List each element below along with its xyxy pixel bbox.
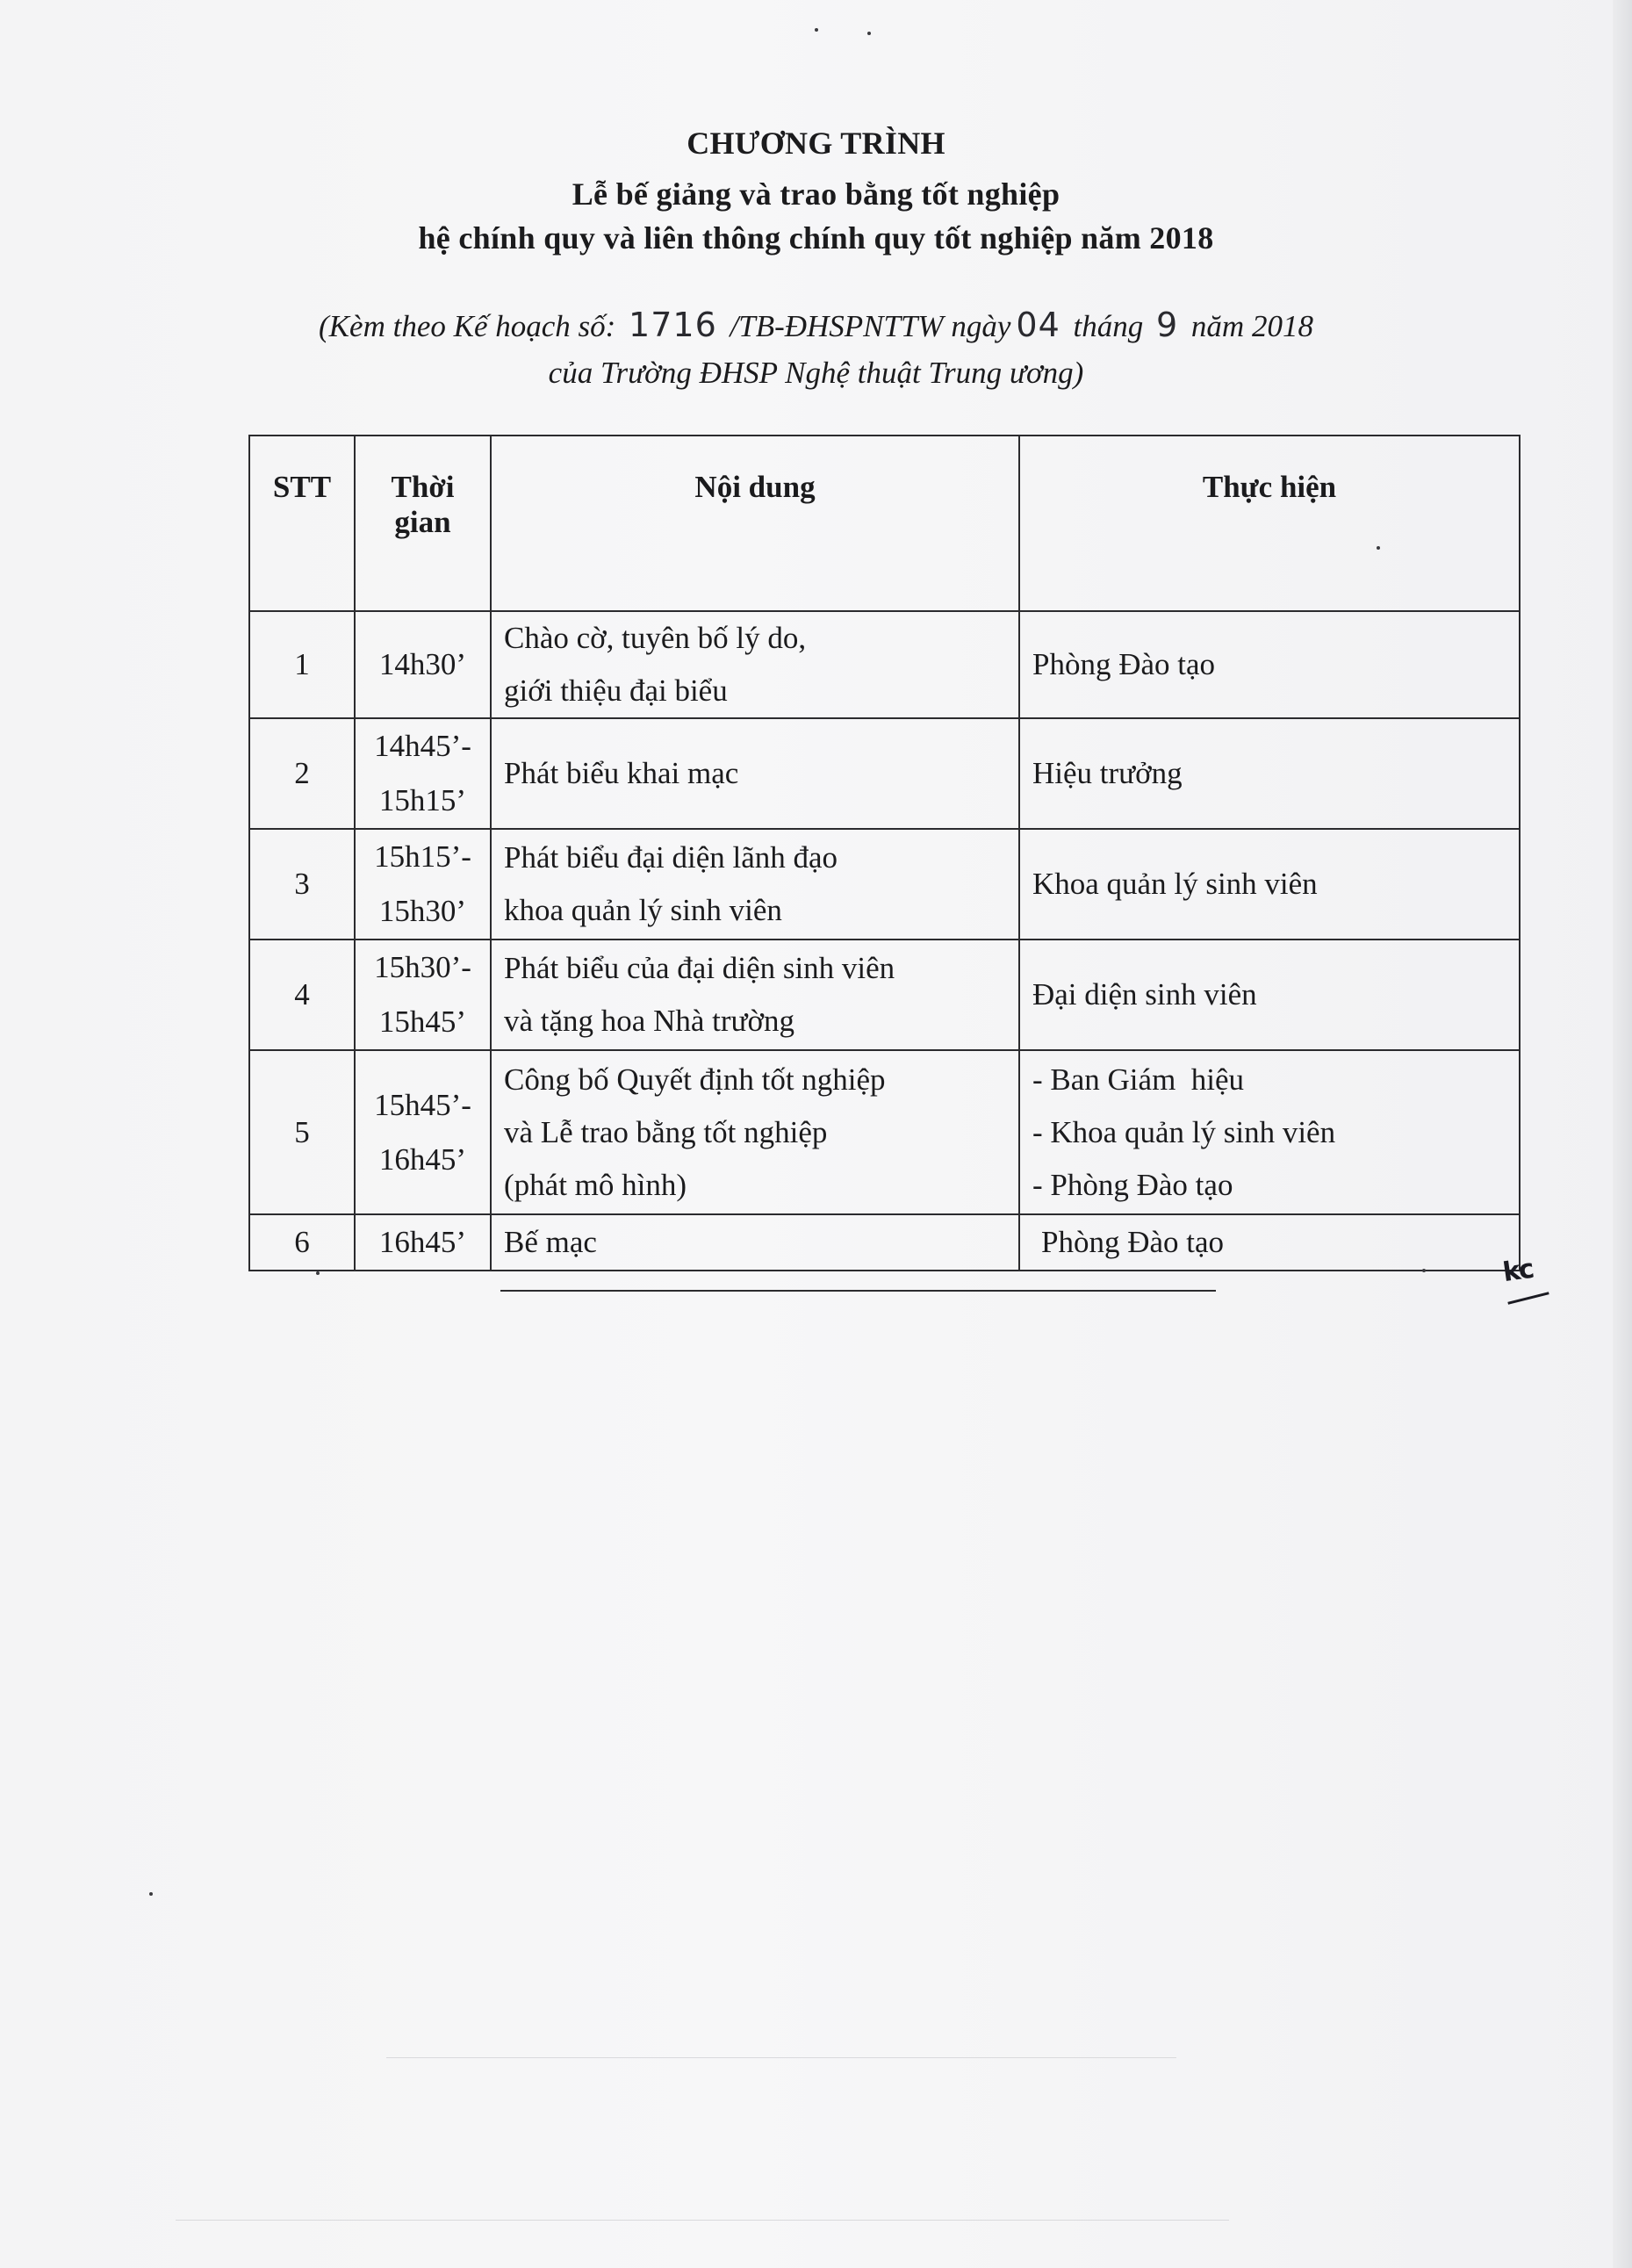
cell-stt: 1: [249, 611, 355, 718]
content-line: và tặng hoa Nhà trường: [504, 1004, 794, 1038]
time-line: 15h45’: [378, 1004, 467, 1039]
cell-performer: Phòng Đào tạo: [1019, 1214, 1520, 1271]
header-stt: STT: [249, 436, 355, 611]
paper-speck: [149, 1892, 153, 1896]
cell-content: [491, 611, 1019, 718]
time-line: 15h45’-: [374, 1087, 471, 1122]
cell-stt: 3: [249, 829, 355, 940]
time-line: 15h30’: [378, 894, 467, 928]
performer-line: - Ban Giám hiệu: [1032, 1062, 1245, 1097]
cell-content: [491, 1050, 1019, 1214]
header-content: Nội dung: [491, 436, 1019, 611]
performer-line: - Phòng Đào tạo: [1032, 1167, 1233, 1202]
cell-performer: [1019, 1050, 1520, 1214]
time-line: 15h15’: [378, 783, 467, 817]
bleed-through-line: [176, 2220, 1229, 2221]
table-header-row: [249, 436, 1520, 611]
cell-performer: Khoa quản lý sinh viên: [1019, 829, 1520, 940]
cell-performer: Đại diện sinh viên: [1019, 940, 1520, 1050]
content-line: Phát biểu của đại diện sinh viên: [504, 951, 895, 985]
table-row: [249, 829, 1520, 940]
content-line: và Lễ trao bằng tốt nghiệp: [504, 1114, 828, 1149]
content-line: (phát mô hình): [504, 1167, 687, 1202]
cell-time: [355, 611, 491, 718]
time-line: 16h45’: [378, 1141, 467, 1177]
attachment-mid: /TB-ĐHSPNTTW ngày: [730, 309, 1011, 343]
cell-content: Bế mạc: [491, 1214, 1019, 1271]
bleed-through-line: [386, 2057, 1176, 2058]
content-line: Chào cờ, tuyên bố lý do,: [504, 621, 807, 655]
time-line: 15h15’-: [374, 839, 471, 874]
content-line: Phát biểu khai mạc: [504, 756, 739, 790]
header-performer: Thực hiện: [1019, 436, 1520, 611]
cell-performer: Hiệu trưởng: [1019, 718, 1520, 829]
cell-content: [491, 829, 1019, 940]
cell-time: [355, 718, 491, 829]
cell-stt: 4: [249, 940, 355, 1050]
document-subtitle-line1: Lễ bế giảng và trao bằng tốt nghiệp: [572, 176, 1060, 212]
header-time: Thời gian: [355, 436, 491, 611]
table-row: [249, 611, 1520, 718]
document-subtitle-line2: hệ chính quy và liên thông chính quy tốt nghiệp năm 2018: [418, 220, 1214, 256]
paper-speck: [1422, 1269, 1426, 1272]
table-row: [249, 940, 1520, 1050]
paper-speck: [316, 1271, 320, 1275]
time-line: 14h45’-: [374, 729, 471, 763]
time-line: 15h30’-: [374, 950, 471, 984]
attachment-reference: [0, 306, 1632, 344]
attachment-issuer: của Trường ĐHSP Nghệ thuật Trung ương): [548, 356, 1084, 390]
handwritten-initial: kc: [1500, 1253, 1535, 1289]
handwritten-plan-number: 1716: [629, 306, 717, 344]
cell-stt: 6: [249, 1214, 355, 1271]
content-line: Phát biểu đại diện lãnh đạo: [504, 840, 838, 875]
attachment-prefix: (Kèm theo Kế hoạch số:: [319, 309, 616, 343]
performer-line: - Khoa quản lý sinh viên: [1032, 1114, 1336, 1149]
content-line: Công bố Quyết định tốt nghiệp: [504, 1062, 886, 1097]
handwritten-initial-stroke: [1507, 1292, 1549, 1305]
document-end-rule: [500, 1290, 1216, 1292]
table-row: [249, 1214, 1520, 1271]
paper-speck: [1377, 546, 1380, 550]
cell-stt: 5: [249, 1050, 355, 1214]
attachment-year: năm 2018: [1190, 309, 1313, 343]
handwritten-month: 9: [1155, 306, 1179, 344]
cell-time: [355, 1214, 491, 1271]
attachment-month-label: tháng: [1073, 309, 1144, 343]
paper-speck: [867, 32, 871, 35]
cell-content: [491, 940, 1019, 1050]
cell-time: [355, 940, 491, 1050]
table-row: [249, 718, 1520, 829]
program-table: [248, 435, 1521, 1271]
cell-stt: 2: [249, 718, 355, 829]
cell-time: [355, 829, 491, 940]
cell-content: [491, 718, 1019, 829]
time-line: 16h45’: [378, 1225, 467, 1259]
content-line: giới thiệu đại biểu: [504, 673, 728, 708]
time-line: 14h30’: [378, 647, 467, 681]
paper-speck: [815, 28, 818, 32]
document-title: CHƯƠNG TRÌNH: [687, 126, 945, 161]
handwritten-day: 04: [1016, 306, 1060, 344]
content-line: khoa quản lý sinh viên: [504, 893, 782, 927]
cell-performer: Phòng Đào tạo: [1019, 611, 1520, 718]
cell-time: [355, 1050, 491, 1214]
table-row: [249, 1050, 1520, 1214]
